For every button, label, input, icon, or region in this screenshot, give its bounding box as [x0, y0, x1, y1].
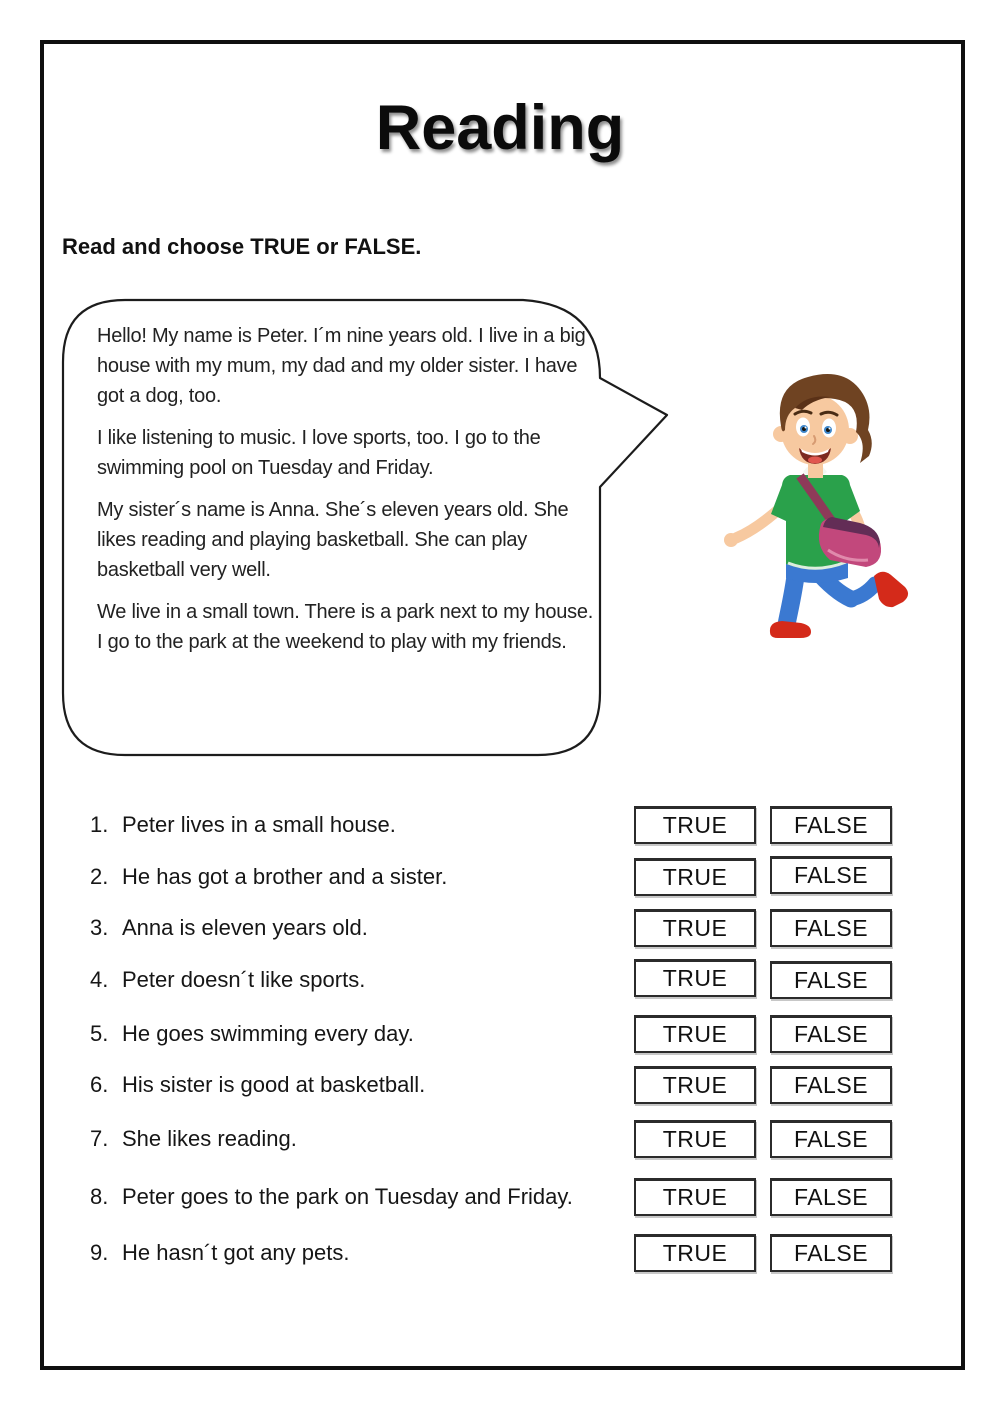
statement-text: 7. She likes reading. [90, 1126, 297, 1151]
boy-eye-glint [805, 427, 807, 429]
boy-hand [724, 533, 738, 547]
boy-eye-glint [829, 428, 831, 430]
statement-number: 3. [90, 915, 109, 940]
statement-text: 4. Peter doesn´t like sports. [90, 967, 366, 992]
page-title: Reading [375, 93, 625, 163]
false-button[interactable]: FALSE [770, 1015, 892, 1053]
instruction-text: Read and choose TRUE or FALSE. [62, 234, 422, 259]
boy-front-shoe [770, 621, 811, 638]
boy-tongue [808, 457, 822, 464]
statement-row [90, 1232, 892, 1274]
story-paragraph: We live in a small town. There is a park next to my house. I go to the park at the weekend to play with my friends. [97, 601, 594, 653]
statement-row [90, 856, 892, 898]
story-paragraph: Hello! My name is Peter. I´m nine years old. I live in a big house with my mum, my dad and my older sister. I have got a dog, too. [97, 325, 586, 407]
boy-back-shoe [874, 572, 908, 607]
statement-number: 7. [90, 1126, 109, 1151]
statement-row [90, 1064, 892, 1106]
true-button[interactable]: TRUE [634, 959, 756, 997]
false-button[interactable]: FALSE [770, 856, 892, 894]
statement-number: 9. [90, 1240, 109, 1265]
false-button[interactable]: FALSE [770, 909, 892, 947]
statement-number: 8. [90, 1184, 109, 1209]
statement-row [90, 1176, 892, 1218]
statement-text: 1. Peter lives in a small house. [90, 812, 396, 837]
statement-text: 5. He goes swimming every day. [90, 1021, 414, 1046]
true-button[interactable]: TRUE [634, 1178, 756, 1216]
statement-row [90, 959, 892, 1001]
true-button[interactable]: TRUE [634, 1234, 756, 1272]
statement-number: 6. [90, 1072, 109, 1097]
statement-number: 1. [90, 812, 109, 837]
true-button[interactable]: TRUE [634, 1120, 756, 1158]
statement-text: 2. He has got a brother and a sister. [90, 864, 448, 889]
false-button[interactable]: FALSE [770, 1178, 892, 1216]
false-button[interactable]: FALSE [770, 961, 892, 999]
statement-text: 6. His sister is good at basketball. [90, 1072, 426, 1097]
boy-illustration [708, 364, 913, 649]
true-button[interactable]: TRUE [634, 1015, 756, 1053]
false-button[interactable]: FALSE [770, 1234, 892, 1272]
statement-text: 9. He hasn´t got any pets. [90, 1240, 350, 1265]
statement-row [90, 907, 892, 949]
statement-row [90, 1013, 892, 1055]
statement-text: 8. Peter goes to the park on Tuesday and Friday. [90, 1184, 573, 1209]
statement-number: 2. [90, 864, 109, 889]
speech-bubble [97, 321, 594, 669]
false-button[interactable]: FALSE [770, 1120, 892, 1158]
true-button[interactable]: TRUE [634, 858, 756, 896]
boy-back-shin [851, 584, 875, 599]
statement-number: 5. [90, 1021, 109, 1046]
statement-number: 4. [90, 967, 109, 992]
story-paragraph: I like listening to music. I love sports, too. I go to the swimming pool on Tuesday and Friday. [97, 427, 541, 479]
statement-row [90, 1118, 892, 1160]
story-paragraph: My sister´s name is Anna. She´s eleven years old. She likes reading and playing basketball. She can play basketball very well. [97, 499, 569, 581]
true-button[interactable]: TRUE [634, 909, 756, 947]
statement-row [90, 804, 892, 846]
statement-text: 3. Anna is eleven years old. [90, 915, 368, 940]
true-button[interactable]: TRUE [634, 806, 756, 844]
false-button[interactable]: FALSE [770, 806, 892, 844]
false-button[interactable]: FALSE [770, 1066, 892, 1104]
true-button[interactable]: TRUE [634, 1066, 756, 1104]
